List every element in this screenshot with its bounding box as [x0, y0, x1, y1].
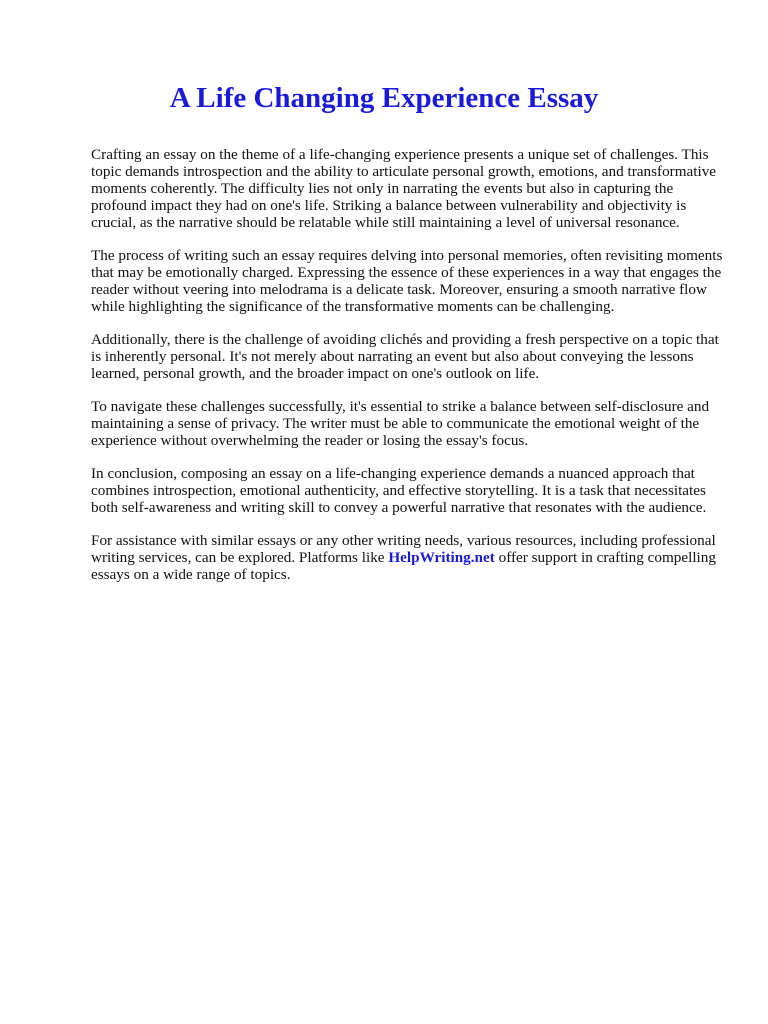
paragraph-5: In conclusion, composing an essay on a life-changing experience demands a nuanced approach that combines introspection, emotional authenticity, and effective storytelling. It is a task that necessitates both self-awareness and writing skill to convey a powerful narrative that resonates with the audience. — [91, 465, 707, 516]
page-title: A Life Changing Experience Essay — [169, 82, 599, 114]
paragraph-2: The process of writing such an essay requires delving into personal memories, often revisiting moments that may be emotionally charged. Expressing the essence of these experiences in a way that engages the reader without veering into melodrama is a delicate task. Moreover, ensuring a smooth narrative flow while highlighting the significance of the transformative moments can be challenging. — [91, 247, 723, 315]
paragraph-1: Crafting an essay on the theme of a life-changing experience presents a unique set of challenges. This topic demands introspection and the ability to articulate personal growth, emotions, and transformative moments coherently. The difficulty lies not only in narrating the events but also in capturing the profound impact they had on one's life. Striking a balance between vulnerability and objectivity is crucial, as the narrative should be relatable while still maintaining a level of universal resonance. — [91, 146, 717, 231]
helpwriting-link[interactable]: HelpWriting.net — [388, 549, 495, 566]
closing-paragraph — [91, 532, 731, 583]
closing-text-after-link: offer support in crafting compelling essays on a wide range of topics. — [91, 549, 716, 583]
paragraph-4: To navigate these challenges successfully, it's essential to strike a balance between self-disclosure and maintaining a sense of privacy. The writer must be able to communicate the emotional weight of the experience without overwhelming the reader or losing the essay's focus. — [91, 398, 710, 449]
closing-text-before-link: For assistance with similar essays or any other writing needs, various resources, including professional writing services, can be explored. Platforms like — [91, 532, 716, 566]
paragraph-3: Additionally, there is the challenge of avoiding clichés and providing a fresh perspective on a topic that is inherently personal. It's not merely about narrating an event but also about conveying the lessons learned, personal growth, and the broader impact on one's outlook on life. — [91, 331, 719, 382]
essay-body — [91, 146, 731, 599]
